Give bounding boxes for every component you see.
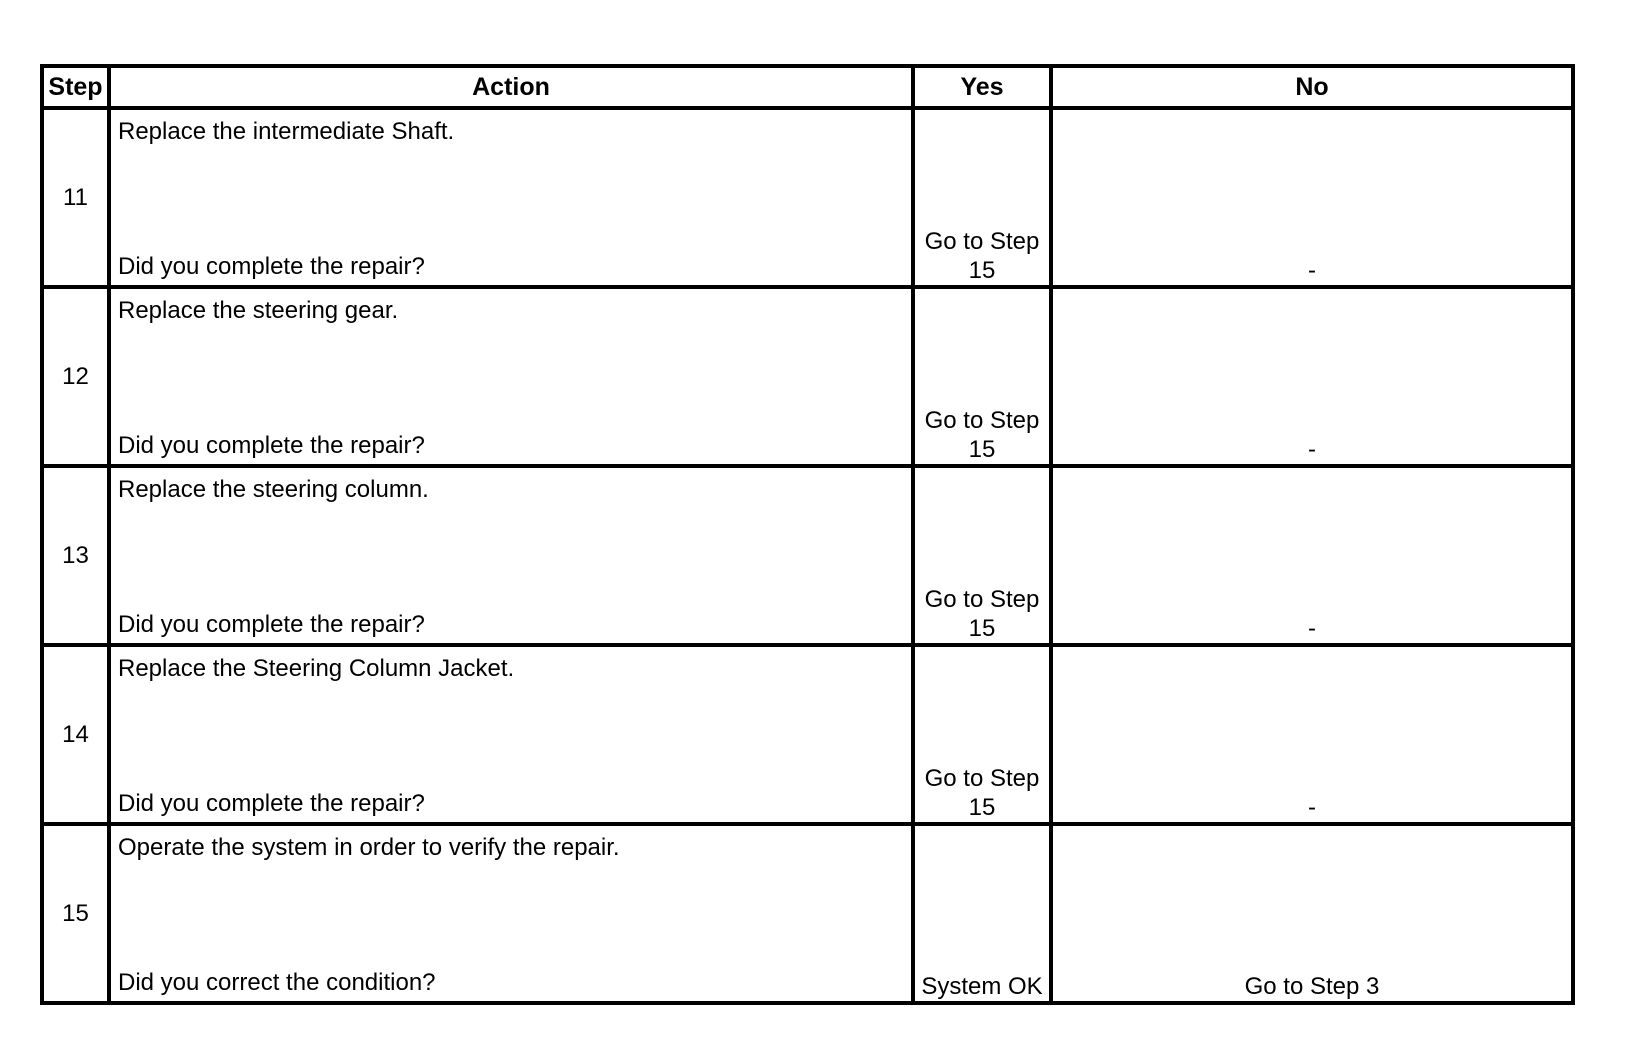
action-question: Did you complete the repair? xyxy=(118,790,425,817)
yes-result-line2: 15 xyxy=(968,615,996,642)
action-instruction: Replace the intermediate Shaft. xyxy=(118,118,455,145)
no-result-text: - xyxy=(1308,794,1316,821)
action-question: Did you complete the repair? xyxy=(118,432,425,459)
yes-result-line1: Go to Step xyxy=(924,765,1040,792)
table-row xyxy=(42,466,1573,645)
action-question: Did you correct the condition? xyxy=(118,969,436,996)
action-cell xyxy=(109,645,913,824)
table-row xyxy=(42,645,1573,824)
no-result xyxy=(1051,108,1573,287)
yes-result-line2: System OK xyxy=(921,973,1043,1000)
step-column-header: Step xyxy=(42,66,109,108)
action-question: Did you complete the repair? xyxy=(118,253,425,280)
yes-result-line2: 15 xyxy=(968,436,996,463)
action-instruction: Operate the system in order to verify the repair. xyxy=(118,834,620,861)
no-result xyxy=(1051,466,1573,645)
yes-result xyxy=(913,466,1051,645)
yes-result-line2: 15 xyxy=(968,794,996,821)
action-cell xyxy=(109,466,913,645)
step-number: 12 xyxy=(42,287,109,466)
table-row xyxy=(42,824,1573,1003)
no-result-text: Go to Step 3 xyxy=(1244,973,1380,1000)
action-column-header: Action xyxy=(109,66,913,108)
no-result-text: - xyxy=(1308,615,1316,642)
action-instruction: Replace the steering column. xyxy=(118,476,429,503)
yes-result-line1: Go to Step xyxy=(924,407,1040,434)
yes-result-line1: Go to Step xyxy=(924,586,1040,613)
action-cell xyxy=(109,108,913,287)
step-number: 15 xyxy=(42,824,109,1003)
no-result xyxy=(1051,287,1573,466)
yes-result xyxy=(913,645,1051,824)
action-question: Did you complete the repair? xyxy=(118,611,425,638)
no-result xyxy=(1051,645,1573,824)
no-column-header: No xyxy=(1051,66,1573,108)
action-cell xyxy=(109,824,913,1003)
yes-result-line1: Go to Step xyxy=(924,228,1040,255)
yes-result xyxy=(913,287,1051,466)
no-result xyxy=(1051,824,1573,1003)
yes-result xyxy=(913,108,1051,287)
action-instruction: Replace the steering gear. xyxy=(118,297,399,324)
step-number: 14 xyxy=(42,645,109,824)
table-row xyxy=(42,287,1573,466)
yes-result-line2: 15 xyxy=(968,257,996,284)
header-row xyxy=(42,66,1573,108)
step-number: 11 xyxy=(42,108,109,287)
action-instruction: Replace the Steering Column Jacket. xyxy=(118,655,515,682)
diagnostic-step-table xyxy=(40,64,1575,1005)
no-result-text: - xyxy=(1308,436,1316,463)
action-cell xyxy=(109,287,913,466)
no-result-text: - xyxy=(1308,257,1316,284)
table-row xyxy=(42,108,1573,287)
step-number: 13 xyxy=(42,466,109,645)
yes-column-header: Yes xyxy=(913,66,1051,108)
yes-result xyxy=(913,824,1051,1003)
